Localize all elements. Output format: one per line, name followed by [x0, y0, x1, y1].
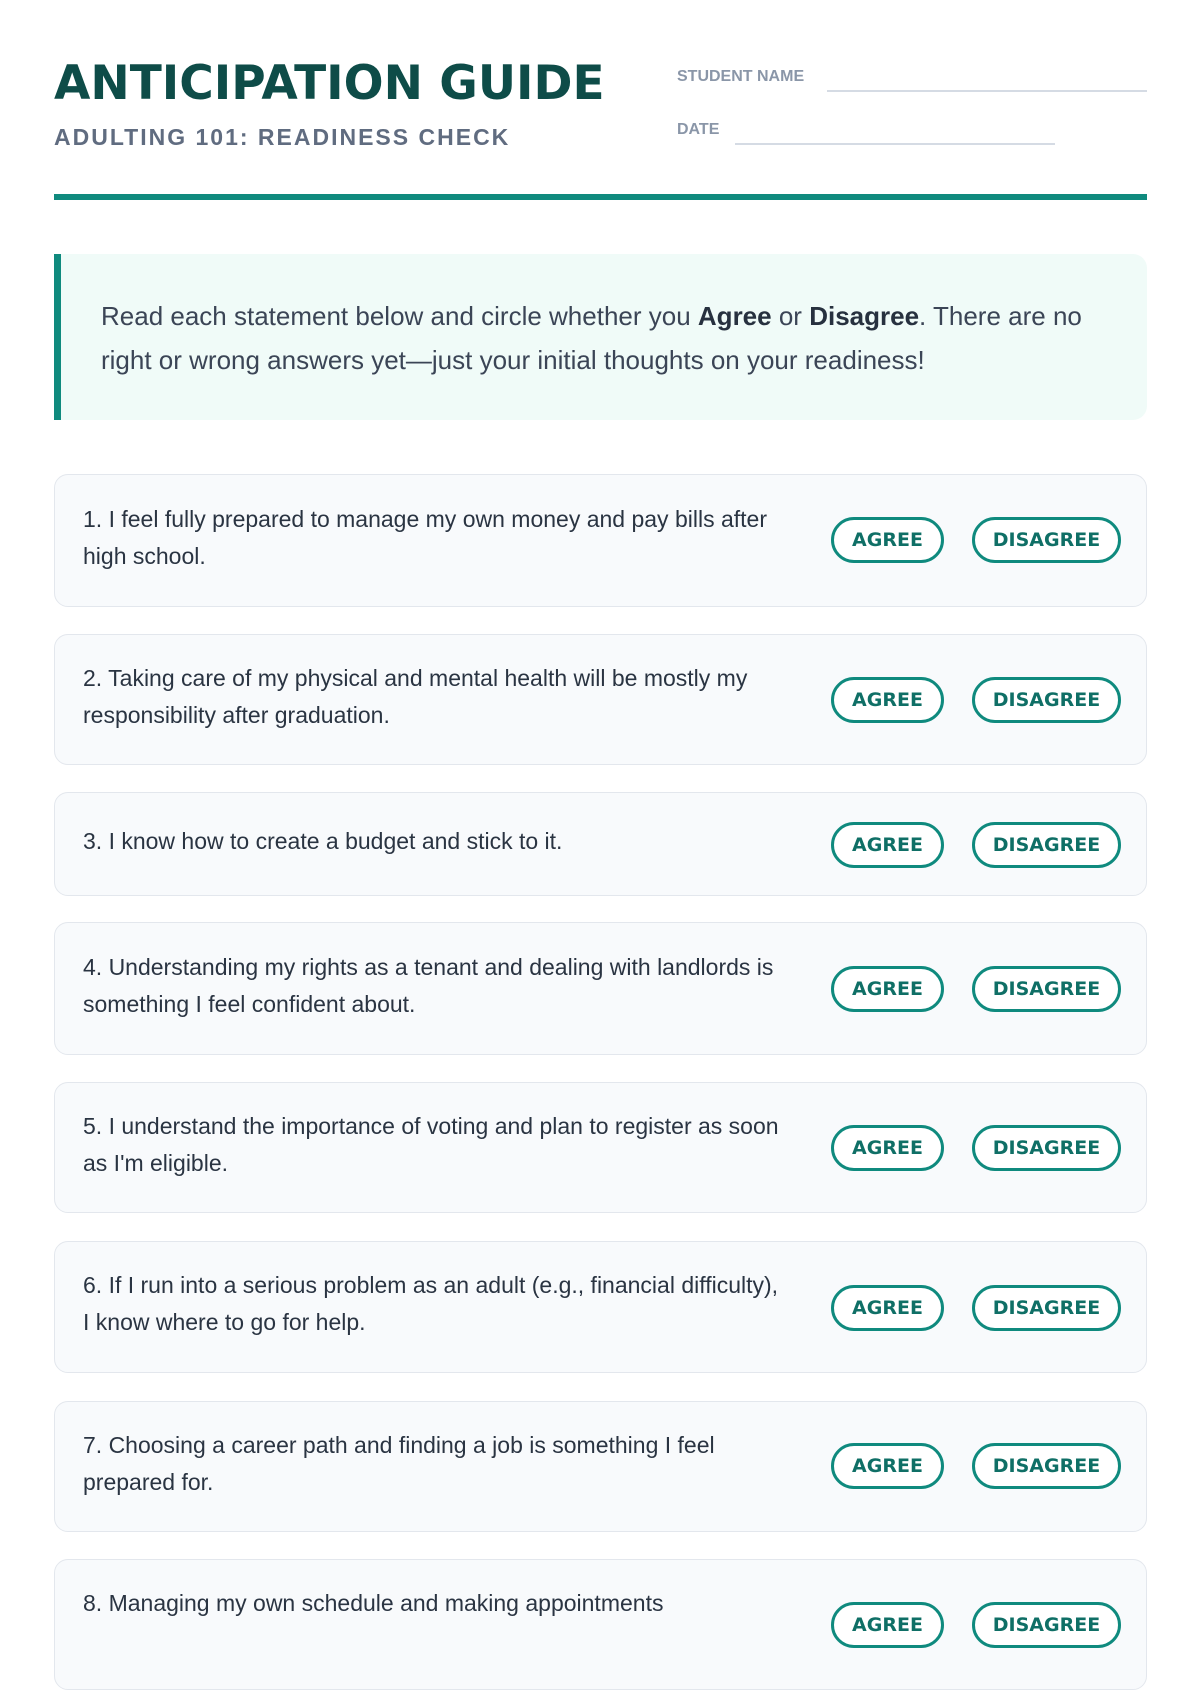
instructions-agree: Agree	[697, 301, 772, 331]
statement-text: 7. Choosing a career path and finding a job is something I feel prepared for.	[83, 1432, 715, 1495]
statement-card	[54, 1241, 1147, 1373]
disagree-button[interactable]: DISAGREE	[972, 822, 1121, 868]
statement-card	[54, 1559, 1147, 1690]
statement-text: 6. If I run into a serious problem as an adult (e.g., financial difficulty), I know where to go for help.	[83, 1272, 779, 1335]
worksheet-page	[54, 0, 1147, 1636]
statement-text: 1. I feel fully prepared to manage my own money and pay bills after high school.	[83, 506, 767, 569]
agree-button[interactable]: AGREE	[831, 1443, 944, 1489]
disagree-button[interactable]: DISAGREE	[972, 1602, 1121, 1648]
statement-text: 3. I know how to create a budget and stick to it.	[83, 828, 563, 854]
disagree-button[interactable]: DISAGREE	[972, 1125, 1121, 1171]
disagree-button[interactable]: DISAGREE	[972, 966, 1121, 1012]
instructions-panel	[54, 254, 1147, 420]
statement-card	[54, 792, 1147, 896]
agree-button[interactable]: AGREE	[831, 966, 944, 1012]
agree-button[interactable]: AGREE	[831, 822, 944, 868]
disagree-button[interactable]: DISAGREE	[972, 677, 1121, 723]
student-name-field[interactable]	[677, 62, 1147, 92]
student-name-line[interactable]	[827, 90, 1147, 92]
agree-button[interactable]: AGREE	[831, 1285, 944, 1331]
worksheet-header	[54, 0, 1147, 200]
date-line[interactable]	[735, 143, 1055, 145]
student-name-label: STUDENT NAME	[677, 68, 805, 85]
statement-text: 8. Managing my own schedule and making appointments	[83, 1590, 664, 1616]
statement-card	[54, 634, 1147, 765]
date-label: DATE	[677, 121, 720, 138]
page-subtitle: ADULTING 101: READINESS CHECK	[54, 124, 511, 150]
date-field[interactable]	[677, 115, 1057, 145]
agree-button[interactable]: AGREE	[831, 677, 944, 723]
disagree-button[interactable]: DISAGREE	[972, 1443, 1121, 1489]
page-title: ANTICIPATION GUIDE	[54, 56, 605, 111]
disagree-button[interactable]: DISAGREE	[972, 1285, 1121, 1331]
statement-card	[54, 474, 1147, 607]
statement-text: 2. Taking care of my physical and mental health will be mostly my responsibility after graduation.	[83, 665, 748, 728]
instructions-tail: . There are no right or wrong answers yet—just your initial thoughts on your readiness!	[101, 301, 1082, 375]
instructions-or: or	[771, 301, 810, 331]
disagree-button[interactable]: DISAGREE	[972, 517, 1121, 563]
instructions-disagree: Disagree	[809, 301, 920, 331]
statement-text: 4. Understanding my rights as a tenant and dealing with landlords is something I feel confident about.	[83, 954, 774, 1017]
instructions-lead: Read each statement below and circle whether you	[101, 301, 698, 331]
instructions-text	[101, 294, 1107, 382]
statement-card	[54, 1082, 1147, 1213]
agree-button[interactable]: AGREE	[831, 1602, 944, 1648]
statement-text: 5. I understand the importance of voting and plan to register as soon as I'm eligible.	[83, 1113, 779, 1176]
statement-card	[54, 922, 1147, 1055]
agree-button[interactable]: AGREE	[831, 1125, 944, 1171]
statement-card	[54, 1401, 1147, 1532]
header-divider	[54, 194, 1147, 200]
agree-button[interactable]: AGREE	[831, 517, 944, 563]
